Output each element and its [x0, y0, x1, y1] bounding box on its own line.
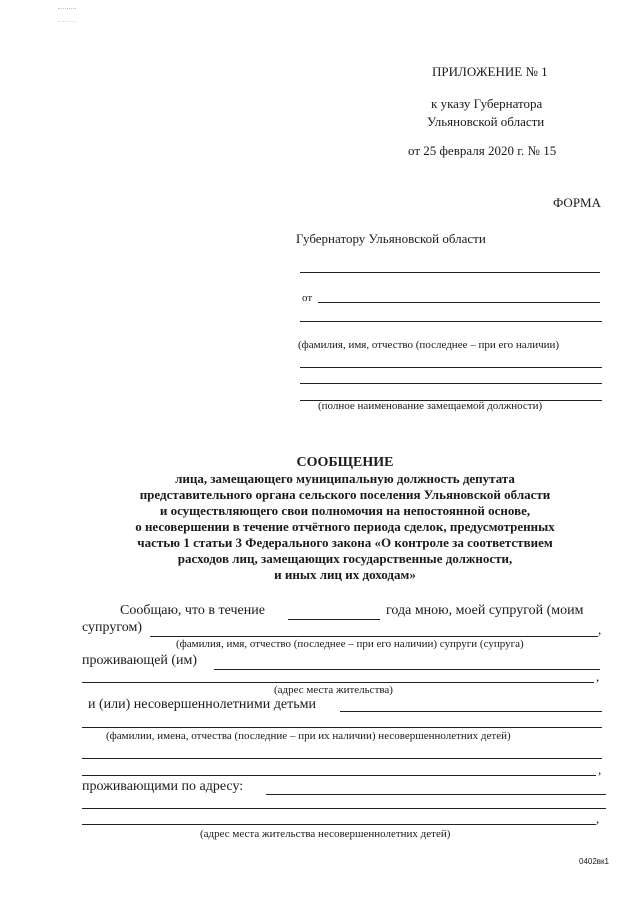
spouse-comma: ,: [598, 622, 602, 637]
addressee-to: Губернатору Ульяновской области: [296, 231, 486, 246]
decree-line-1: к указу Губернатора: [431, 96, 543, 111]
position-hint: (полное наименование замещаемой должности): [318, 400, 543, 412]
title-line-7: и иных лиц их доходам»: [274, 567, 416, 582]
children-address-blank-1[interactable]: [266, 794, 606, 795]
document-code: 0402вк1: [579, 857, 609, 866]
children-blank-2[interactable]: [82, 727, 602, 728]
residing-blank-1[interactable]: [214, 669, 600, 670]
position-blank-2[interactable]: [300, 383, 602, 384]
children-address-blank-3[interactable]: [82, 824, 596, 825]
residing-at-label: проживающими по адресу:: [82, 779, 244, 794]
from-label: от: [302, 292, 313, 304]
residing-label: проживающей (им): [82, 653, 198, 668]
form-label: ФОРМА: [553, 195, 601, 210]
body-intro-cont: года мною, моей супругой (моим: [386, 603, 584, 618]
title-line-3: и осуществляющего свои полномочия на непостоянной основе,: [159, 503, 531, 518]
children-address-comma: ,: [596, 811, 600, 826]
children-blank-1[interactable]: [340, 711, 602, 712]
spouse-hint: (фамилия, имя, отчество (последнее – при его наличии) супруги (супруга): [176, 638, 524, 650]
scan-mark: [58, 8, 76, 22]
period-blank[interactable]: [288, 619, 380, 620]
children-hint: (фамилии, имена, отчества (последние – при их наличии) несовершеннолетних детей): [106, 730, 511, 742]
children-address-hint: (адрес места жительства несовершеннолетних детей): [200, 828, 451, 840]
spouse-blank[interactable]: [150, 636, 598, 637]
residing-blank-2[interactable]: [82, 682, 594, 683]
title-line-2: представительного органа сельского поселения Ульяновской области: [139, 487, 551, 502]
children-blank-3[interactable]: [82, 758, 602, 759]
addressee-blank-2[interactable]: [300, 321, 602, 322]
message-heading: СООБЩЕНИЕ: [296, 455, 394, 470]
children-address-blank-2[interactable]: [82, 808, 606, 809]
decree-line-2: Ульяновской области: [427, 114, 545, 129]
title-line-6: расходов лиц, замещающих государственные должности,: [177, 551, 513, 566]
title-line-4: о несовершении в течение отчётного периода сделок, предусмотренных: [135, 519, 555, 534]
residing-comma: ,: [596, 669, 600, 684]
children-comma: ,: [598, 762, 602, 777]
children-label: и (или) несовершеннолетними детьми: [88, 697, 316, 712]
appendix-label: ПРИЛОЖЕНИЕ № 1: [432, 64, 548, 79]
position-blank-1[interactable]: [300, 367, 602, 368]
spouse-label: супругом): [82, 620, 142, 635]
title-line-1: лица, замещающего муниципальную должность депутата: [175, 471, 515, 486]
addressee-blank-1[interactable]: [300, 272, 600, 273]
address-hint: (адрес места жительства): [274, 684, 393, 696]
title-line-5: частью 1 статьи 3 Федерального закона «О контроле за соответствием: [137, 535, 553, 550]
body-intro: Сообщаю, что в течение: [120, 603, 265, 618]
decree-date: от 25 февраля 2020 г. № 15: [408, 143, 557, 158]
from-blank[interactable]: [318, 302, 600, 303]
children-blank-4[interactable]: [82, 775, 596, 776]
name-hint: (фамилия, имя, отчество (последнее – при его наличии): [298, 339, 560, 351]
